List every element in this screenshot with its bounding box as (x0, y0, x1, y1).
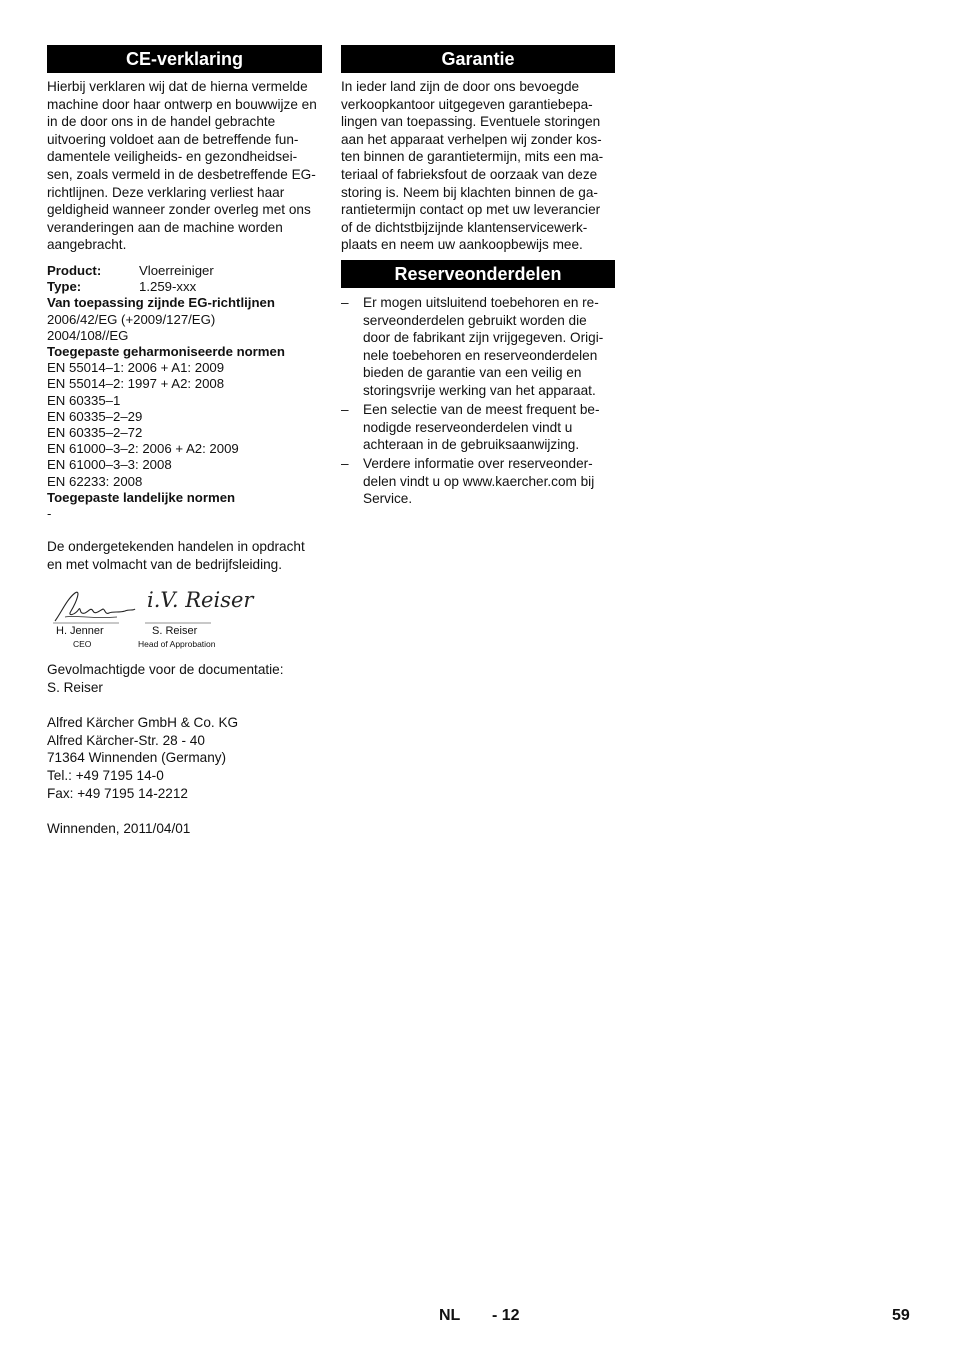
standard-item: EN 61000–3–2: 2006 + A2: 2009 (47, 441, 239, 457)
directives-heading: Van toepassing zijnde EG-richtlijnen (47, 295, 275, 311)
list-item (341, 401, 615, 454)
warranty-heading: Garantie (341, 45, 615, 73)
warranty-text: In ieder land zijn de door ons bevoegde verkoopkantoor uitgegeven garantiebepa-lingen van toepassing. Eventuele storingen aan het apparaat verhelpen wij zonder kos-ten binnen de garantietermijn, mits een ma-teriaal of fabrieksfout de oorzaak van deze storing is. Neem bij klachten binnen de ga-rantietermijn contact op met uw leverancier of de dichtstbijzijnde klantenservicewerk-plaats en neem uw aankoopbewijs mee. (341, 79, 604, 253)
address-line: 71364 Winnenden (Germany) (47, 750, 227, 766)
signature-reiser: i.V. Reiser (147, 588, 254, 613)
harmonised-standards-heading: Toegepaste geharmoniseerde normen (47, 343, 285, 359)
list-item-text: Verdere informatie over reserveonder-delen vindt u op www.kaercher.com bij Service. (363, 456, 595, 507)
type-row (47, 279, 322, 295)
company-address (47, 714, 322, 802)
standard-item: EN 60335–2–72 (47, 424, 143, 440)
directive-item: 2006/42/EG (+2009/127/EG) (47, 311, 216, 327)
address-line: Alfred Kärcher GmbH & Co. KG (47, 715, 239, 731)
standard-item: EN 61000–3–3: 2008 (47, 457, 172, 473)
product-label: Product: (47, 262, 102, 278)
standard-item: EN 55014–2: 1997 + A2: 2008 (47, 376, 225, 392)
product-row (47, 263, 322, 279)
standard-item: EN 62233: 2008 (47, 473, 143, 489)
signature-block (47, 587, 322, 649)
ce-intro-text: Hierbij verklaren wij dat de hierna vermelde machine door haar ontwerp en bouwwijze en in de door ons in de handel gebrachte uitvoering voldoet aan de betreffende fun-damentele veiligheids- en gezondheidsei-sen, zoals vermeld in de desbetreffende EG-richtlijnen. Deze verklaring verliest haar geldigheid wanneer zonder overleg met ons veranderingen aan de machine worden aangebracht. (47, 79, 317, 253)
directive-item: 2004/108//EG (47, 327, 129, 343)
address-line: Alfred Kärcher-Str. 28 - 40 (47, 732, 205, 748)
footer-language: NL (439, 1307, 461, 1324)
type-value: 1.259-xxx (139, 279, 197, 295)
spare-parts-heading: Reserveonderdelen (341, 260, 615, 288)
signers-statement: De ondergetekenden handelen in opdracht en met volmacht van de bedrijfsleiding. (47, 539, 305, 572)
right-column (341, 45, 615, 510)
signer2-name: S. Reiser (152, 625, 198, 638)
signature-reiser-underline-icon (145, 587, 225, 627)
list-item (341, 455, 615, 508)
standard-item: EN 60335–2–29 (47, 408, 143, 424)
signer2-role: Head of Approbation (138, 639, 216, 650)
national-standards-heading: Toegepaste landelijke normen (47, 489, 236, 505)
spare-parts-list (341, 294, 615, 508)
national-standards-value: - (47, 505, 52, 521)
ce-declaration-heading: CE-verklaring (47, 45, 322, 73)
address-phone: Tel.: +49 7195 14-0 (47, 767, 164, 783)
dash-bullet: – (341, 456, 349, 472)
standard-item: EN 60335–1 (47, 392, 121, 408)
footer-section-page: - 12 (492, 1307, 520, 1324)
spec-block (47, 263, 322, 522)
documentation-authority-name: S. Reiser (47, 679, 103, 695)
documentation-authority-label: Gevolmachtigde voor de documentatie: (47, 662, 284, 678)
footer-page-number: 59 (892, 1307, 910, 1324)
dash-bullet: – (341, 402, 349, 417)
signer1-name: H. Jenner (56, 625, 104, 638)
standard-item: EN 55014–1: 2006 + A1: 2009 (47, 360, 225, 376)
product-value: Vloerreiniger (139, 262, 214, 278)
address-fax: Fax: +49 7195 14-2212 (47, 785, 188, 801)
list-item-text: Er mogen uitsluitend toebehoren en re-serveonderdelen gebruikt worden die door de fabrikant zijn vrijgegeven. Origi-nele toebehoren en reserveonderdelen bieden de garantie van een veilig en storingsvrije werking van het apparaat. (363, 294, 604, 398)
list-item-text: Een selectie van de meest frequent be-nodigde reserveonderdelen vindt u achteraan in de gebruiksaanwijzing. (363, 402, 600, 453)
signer1-role: CEO (73, 639, 92, 650)
left-column (47, 45, 322, 837)
list-item (341, 294, 615, 400)
place-date: Winnenden, 2011/04/01 (47, 820, 191, 836)
dash-bullet: – (341, 294, 349, 310)
type-label: Type: (47, 279, 82, 295)
